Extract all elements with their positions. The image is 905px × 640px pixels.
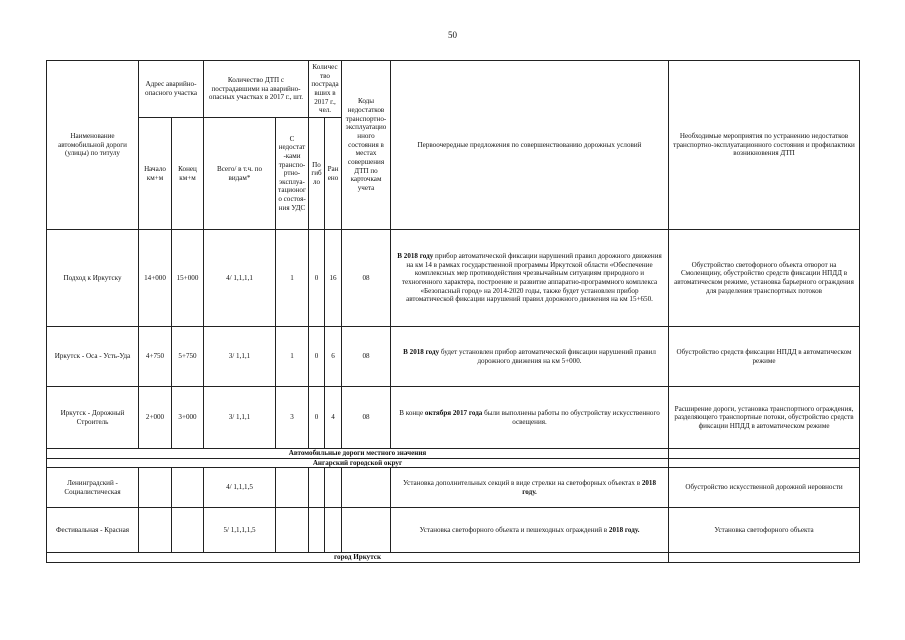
start-km: 14+000	[139, 230, 172, 327]
dtp-with-flaws: 1	[276, 327, 309, 387]
dtp-with-flaws	[276, 468, 309, 508]
road-name: Иркутск - Дорожный Строитель	[47, 387, 139, 449]
measures-text: Установка светофорного объекта	[669, 508, 860, 553]
header-measures: Необходимые мероприятия по устранению недостатков транспортно-эксплуатационного состояния и профилактики возникновения ДТП	[669, 61, 860, 230]
road-name: Подход к Иркутску	[47, 230, 139, 327]
dtp-with-flaws	[276, 508, 309, 553]
road-name: Иркутск - Оса - Усть-Уда	[47, 327, 139, 387]
section-local-roads: Автомобильные дороги местного значения	[47, 449, 669, 459]
table-row	[47, 327, 860, 387]
header-killed: Погибло	[309, 118, 325, 230]
header-address-group: Адрес аварийно-опасного участка	[139, 61, 204, 118]
killed-count: 0	[309, 387, 325, 449]
dtp-total: 4/ 1,1,1,1	[204, 230, 276, 327]
killed-count: 0	[309, 230, 325, 327]
accident-sites-table	[46, 60, 860, 563]
proposal-text: Установка светофорного объекта и пешеходных ограждений в 2018 году.	[391, 508, 669, 553]
injured-count	[325, 468, 342, 508]
start-km	[139, 508, 172, 553]
header-victims-group: Количество пострадавших в 2017 г., чел.	[309, 61, 342, 118]
measures-text: Обустройство средств фиксации НПДД в автоматическом режиме	[669, 327, 860, 387]
table-row	[47, 387, 860, 449]
measures-text: Расширение дороги, установка транспортного ограждения, разделяющего транспортные потоки, обустройство средств фиксации НПДД в автоматическом режиме	[669, 387, 860, 449]
dtp-total: 4/ 1,1,1,5	[204, 468, 276, 508]
end-km: 5+750	[172, 327, 204, 387]
dtp-total: 3/ 1,1,1	[204, 327, 276, 387]
header-injured: Ранено	[325, 118, 342, 230]
flaw-codes	[342, 468, 391, 508]
table-row	[47, 508, 860, 553]
page-number: 50	[448, 30, 457, 40]
header-start: Начало км+м	[139, 118, 172, 230]
injured-count: 6	[325, 327, 342, 387]
table-row	[47, 468, 860, 508]
header-proposals: Первоочередные предложения по совершенствованию дорожных условий	[391, 61, 669, 230]
killed-count	[309, 508, 325, 553]
header-codes: Коды недостатков транспортно-эксплуатационного состояния в местах совершения ДТП по карточкам учета	[342, 61, 391, 230]
header-total: Всего/ в т.ч. по видам*	[204, 118, 276, 230]
section-empty-cell	[669, 449, 860, 459]
section-angarsk: Ангарский городской округ	[47, 458, 669, 468]
flaw-codes: 08	[342, 327, 391, 387]
dtp-with-flaws: 1	[276, 230, 309, 327]
header-end: Конец км+м	[172, 118, 204, 230]
proposal-text: В конце октября 2017 года были выполнены работы по обустройству искусственного освещения.	[391, 387, 669, 449]
killed-count	[309, 468, 325, 508]
proposal-text: В 2018 году будет установлен прибор автоматической фиксации нарушений правил дорожного движения на км 5+000.	[391, 327, 669, 387]
killed-count: 0	[309, 327, 325, 387]
start-km: 2+000	[139, 387, 172, 449]
dtp-total: 5/ 1,1,1,1,5	[204, 508, 276, 553]
dtp-total: 3/ 1,1,1	[204, 387, 276, 449]
header-with-flaws: С недостат-ками транспо-ртно-эксплуа-тационого состоя-ния УДС	[276, 118, 309, 230]
flaw-codes: 08	[342, 387, 391, 449]
proposal-text: Установка дополнительных секций в виде стрелки на светофорных объектах в 2018 году.	[391, 468, 669, 508]
end-km	[172, 468, 204, 508]
table-row	[47, 230, 860, 327]
header-dtp-group: Количество ДТП с пострадавшими на аварийно-опасных участках в 2017 г., шт.	[204, 61, 309, 118]
start-km: 4+750	[139, 327, 172, 387]
road-name: Фестивальная - Красная	[47, 508, 139, 553]
section-empty-cell	[669, 458, 860, 468]
road-name: Ленинградский - Социалистическая	[47, 468, 139, 508]
injured-count	[325, 508, 342, 553]
proposal-text: В 2018 году прибор автоматической фиксации нарушений правил дорожного движения на км 14 в рамках государственной программы Иркутской области «Обеспечение комплексных мер противодействия чрезвычайным ситуациям природного и техногенного характера, построение и развитие аппаратно-программного комплекса «Безопасный город» на 2014-2020 годы, также будет установлен прибор автоматической фиксации нарушений правил дорожного движения на км 15+650.	[391, 230, 669, 327]
flaw-codes	[342, 508, 391, 553]
end-km: 15+000	[172, 230, 204, 327]
header-road-name: Наименование автомобильной дороги (улицы) по титулу	[47, 61, 139, 230]
flaw-codes: 08	[342, 230, 391, 327]
measures-text: Обустройство искусственной дорожной неровности	[669, 468, 860, 508]
end-km	[172, 508, 204, 553]
section-empty-cell	[669, 553, 860, 563]
injured-count: 4	[325, 387, 342, 449]
start-km	[139, 468, 172, 508]
section-irkutsk: город Иркутск	[47, 553, 669, 563]
dtp-with-flaws: 3	[276, 387, 309, 449]
injured-count: 16	[325, 230, 342, 327]
end-km: 3+000	[172, 387, 204, 449]
measures-text: Обустройство светофорного объекта отворот на Смоленщину, обустройство средств фиксации НПДД в автоматическом режиме, установка барьерного ограждения для разделения транспортных потоков	[669, 230, 860, 327]
